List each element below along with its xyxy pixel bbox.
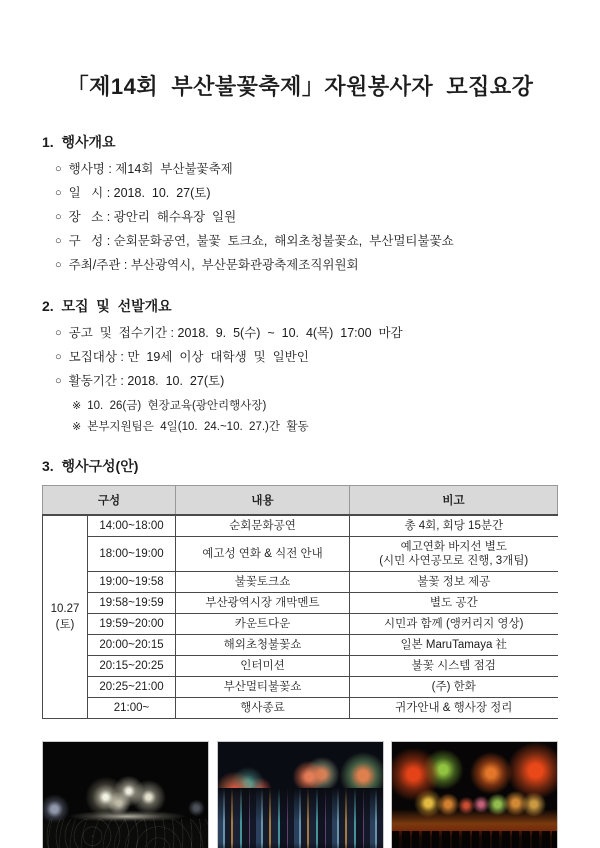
list-item-activity-period (42, 370, 558, 394)
header-composition: 구성 (43, 486, 176, 516)
list-item-event-composition (42, 230, 558, 254)
reference-mark-icon: ※ (72, 421, 82, 433)
circle-bullet-icon: ○ (55, 235, 62, 247)
hq-team-note-text: 본부지원팀은 4일(10. 24.~10. 27.)간 활동 (87, 421, 309, 433)
fireworks-photo-3 (391, 741, 558, 848)
target-text: 모집대상 : 만 19세 이상 대학생 및 일반인 (68, 350, 309, 364)
list-item-apply-period (42, 322, 558, 346)
date-line1: 10.27 (50, 603, 80, 615)
list-item-event-name (42, 158, 558, 182)
table-row (43, 593, 558, 614)
reference-mark-icon: ※ (72, 400, 82, 412)
remark-cell: 불꽃 시스템 점검 (350, 656, 558, 677)
table-row (43, 698, 558, 719)
time-cell: 19:00~19:58 (88, 572, 176, 593)
remark-line2: (시민 사연공모로 진행, 3개팀) (379, 555, 529, 567)
list-item-event-place (42, 206, 558, 230)
circle-bullet-icon: ○ (55, 327, 62, 339)
activity-period-text: 활동기간 : 2018. 10. 27(토) (68, 374, 225, 388)
remark-cell (350, 537, 558, 572)
section-heading-recruitment: 2. 모집 및 선발개요 (42, 298, 172, 314)
fireworks-photo-1 (42, 741, 209, 848)
event-date-text: 일 시 : 2018. 10. 27(토) (68, 186, 211, 200)
content-cell: 순회문화공연 (176, 515, 350, 537)
table-row (43, 614, 558, 635)
event-name-text: 행사명 : 제14회 부산불꽃축제 (68, 162, 233, 176)
apply-period-text: 공고 및 접수기간 : 2018. 9. 5(수) ~ 10. 4(목) 17:00 마감 (68, 326, 403, 340)
section-heading-overview: 1. 행사개요 (42, 134, 116, 150)
circle-bullet-icon: ○ (55, 375, 62, 387)
list-item-event-host (42, 254, 558, 278)
table-row (43, 515, 558, 537)
table-row (43, 572, 558, 593)
recruitment-notes (42, 396, 558, 438)
section-recruitment (42, 296, 558, 438)
remark-cell: 별도 공간 (350, 593, 558, 614)
overview-list (42, 158, 558, 278)
note-item-hq-team (42, 417, 558, 438)
time-cell: 20:25~21:00 (88, 677, 176, 698)
table-row (43, 656, 558, 677)
table-row (43, 635, 558, 656)
content-cell: 예고성 연화 & 식전 안내 (176, 537, 350, 572)
table-header-row (43, 486, 558, 516)
header-remark: 비고 (350, 486, 558, 516)
photo-strip (42, 741, 558, 848)
training-note-text: 10. 26(금) 현장교육(광안리행사장) (87, 400, 267, 412)
table-row (43, 537, 558, 572)
remark-cell: 총 4회, 회당 15분간 (350, 515, 558, 537)
content-cell: 행사종료 (176, 698, 350, 719)
time-cell: 14:00~18:00 (88, 515, 176, 537)
list-item-event-date (42, 182, 558, 206)
time-cell: 20:00~20:15 (88, 635, 176, 656)
event-place-text: 장 소 : 광안리 해수욕장 일원 (68, 210, 237, 224)
crowd-silhouette (43, 819, 208, 848)
circle-bullet-icon: ○ (55, 163, 62, 175)
event-composition-text: 구 성 : 순회문화공연, 불꽃 토크쇼, 해외초청불꽃쇼, 부산멀티불꽃쇼 (68, 234, 454, 248)
program-table (42, 485, 558, 719)
remark-cell: 귀가안내 & 행사장 정리 (350, 698, 558, 719)
section-overview (42, 132, 558, 278)
circle-bullet-icon: ○ (55, 211, 62, 223)
circle-bullet-icon: ○ (55, 187, 62, 199)
content-cell: 부산멀티불꽃쇼 (176, 677, 350, 698)
remark-cell: 불꽃 정보 제공 (350, 572, 558, 593)
time-cell: 20:15~20:25 (88, 656, 176, 677)
table-row (43, 677, 558, 698)
time-cell: 19:59~20:00 (88, 614, 176, 635)
section-heading-program: 3. 행사구성(안) (42, 458, 139, 474)
content-cell: 해외초청불꽃쇼 (176, 635, 350, 656)
list-item-target (42, 346, 558, 370)
event-host-text: 주최/주관 : 부산광역시, 부산문화관광축제조직위원회 (68, 258, 359, 272)
remark-cell: 시민과 함께 (앵커리지 영상) (350, 614, 558, 635)
time-cell: 18:00~19:00 (88, 537, 176, 572)
remark-cell: (주) 한화 (350, 677, 558, 698)
circle-bullet-icon: ○ (55, 259, 62, 271)
content-cell: 불꽃토크쇼 (176, 572, 350, 593)
remark-line1: 예고연화 바지선 별도 (400, 541, 507, 553)
crowd-silhouette (392, 831, 557, 848)
content-cell: 카운트다운 (176, 614, 350, 635)
recruitment-list (42, 322, 558, 394)
city-skyline (218, 788, 383, 848)
note-item-training (42, 396, 558, 417)
circle-bullet-icon: ○ (55, 351, 62, 363)
time-cell: 21:00~ (88, 698, 176, 719)
section-program (42, 456, 558, 719)
date-cell (43, 515, 88, 719)
header-content: 내용 (176, 486, 350, 516)
content-cell: 부산광역시장 개막멘트 (176, 593, 350, 614)
date-line2: (토) (55, 619, 75, 631)
page-title: 「제14회 부산불꽃축제」자원봉사자 모집요강 (66, 74, 534, 99)
fireworks-photo-2 (217, 741, 384, 848)
remark-cell: 일본 MaruTamaya 社 (350, 635, 558, 656)
time-cell: 19:58~19:59 (88, 593, 176, 614)
content-cell: 인터미션 (176, 656, 350, 677)
